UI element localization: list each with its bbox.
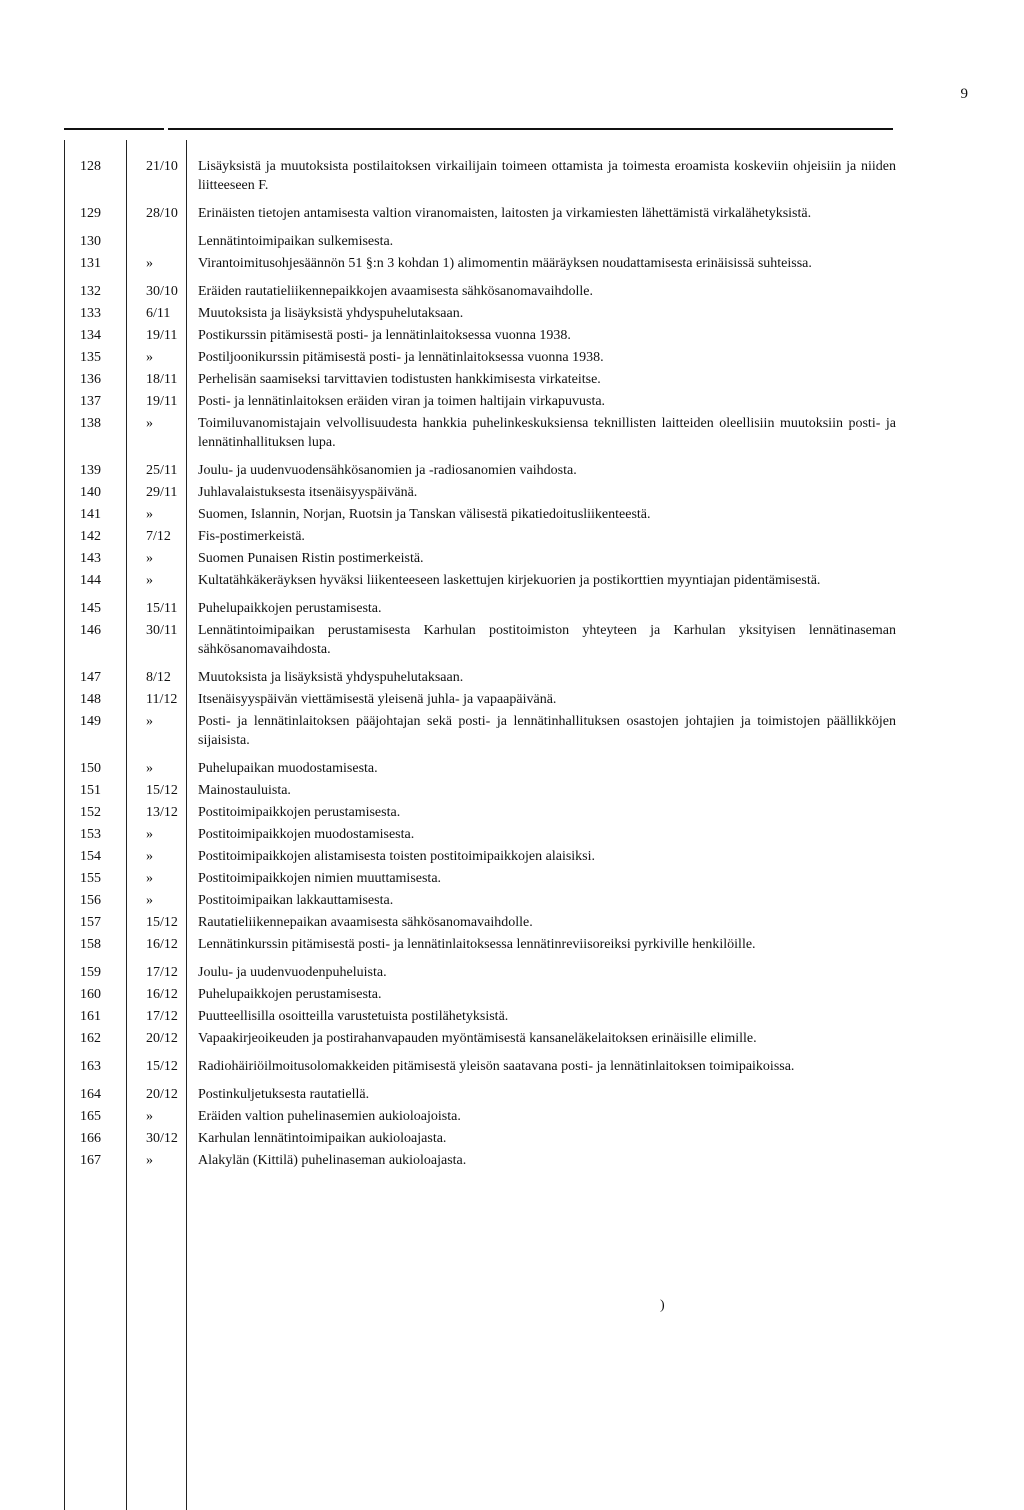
table-row: [56, 527, 896, 546]
entry-date: 15/11: [146, 601, 178, 616]
entry-title: Virantoimitusohjesäännön 51 §:n 3 kohdan 1) alimomentin määräyksen noudattamisesta erinäisissä suhteissa.: [198, 256, 812, 271]
table-row: [56, 1107, 896, 1126]
entry-title: Lisäyksistä ja muutoksista postilaitoksen virkailijain toimeen ottamista ja toimesta eroamista koskeviin ohjeisiin ja niiden liitteeseen F.: [198, 159, 896, 193]
entry-date: 19/11: [146, 394, 178, 409]
entry-title: Suomen Punaisen Ristin postimerkeistä.: [198, 551, 424, 566]
entry-title: Postitoimipaikan lakkauttamisesta.: [198, 893, 394, 908]
entry-number: 137: [80, 394, 101, 409]
entry-number: 152: [80, 805, 101, 820]
entry-date: »: [146, 350, 153, 365]
table-row: [56, 1085, 896, 1104]
entry-date: »: [146, 1153, 153, 1168]
entry-date: »: [146, 761, 153, 776]
entry-number: 161: [80, 1009, 101, 1024]
entry-date: 17/12: [146, 965, 178, 980]
table-row: [56, 1057, 896, 1076]
entry-title: Puhelupaikkojen perustamisesta.: [198, 601, 382, 616]
table-row: [56, 204, 896, 223]
page-number: 9: [960, 86, 968, 102]
entry-date: 18/11: [146, 372, 178, 387]
table-row: [56, 1029, 896, 1048]
entry-title: Joulu- ja uudenvuodensähkösanomien ja -radiosanomien vaihdosta.: [198, 463, 577, 478]
entry-number: 155: [80, 871, 101, 886]
table-row: [56, 326, 896, 345]
entry-title: Itsenäisyyspäivän viettämisestä yleisenä juhla- ja vapaapäivänä.: [198, 692, 557, 707]
table-row: [56, 891, 896, 910]
entry-number: 148: [80, 692, 101, 707]
entry-number: 136: [80, 372, 101, 387]
table-row: [56, 370, 896, 389]
entry-date: »: [146, 827, 153, 842]
entry-number: 130: [80, 234, 101, 249]
entry-date: 29/11: [146, 485, 178, 500]
entry-number: 164: [80, 1087, 101, 1102]
entry-title: Fis-postimerkeistä.: [198, 529, 305, 544]
entry-date: »: [146, 573, 153, 588]
entry-number: 138: [80, 416, 101, 431]
entry-date: 15/12: [146, 783, 178, 798]
entry-title: Lennätintoimipaikan perustamisesta Karhulan postitoimiston yhteyteen ja Karhulan yksityisen lennätinaseman sähkösanomavaihdosta.: [198, 623, 896, 657]
entry-date: 20/12: [146, 1087, 178, 1102]
entry-number: 159: [80, 965, 101, 980]
entry-number: 141: [80, 507, 101, 522]
entry-date: 6/11: [146, 306, 171, 321]
entry-title: Posti- ja lennätinlaitoksen pääjohtajan sekä posti- ja lennätinhallituksen osastojen johtajien ja toimistojen päällikköjen sijaisista.: [198, 714, 896, 748]
table-row: [56, 392, 896, 411]
entry-number: 160: [80, 987, 101, 1002]
table-row: [56, 913, 896, 932]
entry-date: »: [146, 893, 153, 908]
entry-title: Puhelupaikkojen perustamisesta.: [198, 987, 382, 1002]
table-row: [56, 461, 896, 480]
entry-date: 25/11: [146, 463, 178, 478]
entry-title: Erinäisten tietojen antamisesta valtion viranomaisten, laitosten ja virkamiesten lähettämistä virkalähetyksistä.: [198, 206, 812, 221]
entry-number: 132: [80, 284, 101, 299]
entry-title: Postinkuljetuksesta rautatiellä.: [198, 1087, 370, 1102]
entry-number: 151: [80, 783, 101, 798]
entry-title: Vapaakirjeoikeuden ja postirahanvapauden myöntämisestä kansaneläkelaitoksen erinäisille elimille.: [198, 1031, 757, 1046]
entry-date: 20/12: [146, 1031, 178, 1046]
entry-date: 30/12: [146, 1131, 178, 1146]
footer-mark: ): [660, 1298, 665, 1313]
entry-number: 147: [80, 670, 101, 685]
entry-date: 30/10: [146, 284, 178, 299]
entry-number: 167: [80, 1153, 101, 1168]
entry-title: Muutoksista ja lisäyksistä yhdyspuhelutaksaan.: [198, 306, 464, 321]
header-rule-right: [168, 128, 893, 130]
entry-number: 144: [80, 573, 101, 588]
entry-title: Suomen, Islannin, Norjan, Ruotsin ja Tanskan välisestä pikatiedoitusliikenteestä.: [198, 507, 651, 522]
entry-title: Puhelupaikan muodostamisesta.: [198, 761, 378, 776]
entry-number: 145: [80, 601, 101, 616]
entry-title: Radiohäiriöilmoitusolomakkeiden pitämisestä yleisön saatavana posti- ja lennätinlaitoksen toimipaikoissa.: [198, 1059, 795, 1074]
entry-date: 28/10: [146, 206, 178, 221]
entry-date: »: [146, 714, 153, 729]
entry-date: »: [146, 416, 153, 431]
entry-number: 131: [80, 256, 101, 271]
table-row: [56, 712, 896, 750]
entry-number: 146: [80, 623, 101, 638]
entry-number: 157: [80, 915, 101, 930]
entry-number: 166: [80, 1131, 101, 1146]
entry-title: Postikurssin pitämisestä posti- ja lennätinlaitoksessa vuonna 1938.: [198, 328, 571, 343]
entry-number: 150: [80, 761, 101, 776]
table-row: [56, 847, 896, 866]
entry-title: Eräiden rautatieliikennepaikkojen avaamisesta sähkösanomavaihdolle.: [198, 284, 593, 299]
entry-number: 139: [80, 463, 101, 478]
entry-date: »: [146, 871, 153, 886]
table-row: [56, 759, 896, 778]
entry-date: 7/12: [146, 529, 171, 544]
entry-title: Postiljoonikurssin pitämisestä posti- ja lennätinlaitoksessa vuonna 1938.: [198, 350, 604, 365]
entry-title: Lennätintoimipaikan sulkemisesta.: [198, 234, 394, 249]
table-row: [56, 621, 896, 659]
table-row: [56, 690, 896, 709]
entry-number: 135: [80, 350, 101, 365]
table-row: [56, 549, 896, 568]
table-row: [56, 254, 896, 273]
entry-title: Puutteellisilla osoitteilla varustetuista postilähetyksistä.: [198, 1009, 509, 1024]
table-row: [56, 1129, 896, 1148]
table-row: [56, 483, 896, 502]
entry-number: 129: [80, 206, 101, 221]
table-row: [56, 869, 896, 888]
entry-date: »: [146, 1109, 153, 1124]
table-row: [56, 348, 896, 367]
entry-number: 134: [80, 328, 101, 343]
entry-number: 142: [80, 529, 101, 544]
header-rule-left: [64, 128, 164, 130]
entry-title: Joulu- ja uudenvuodenpuheluista.: [198, 965, 387, 980]
entry-date: 16/12: [146, 987, 178, 1002]
entry-title: Muutoksista ja lisäyksistä yhdyspuhelutaksaan.: [198, 670, 464, 685]
entry-title: Karhulan lennätintoimipaikan aukioloajasta.: [198, 1131, 447, 1146]
entry-date: 17/12: [146, 1009, 178, 1024]
entry-date: 21/10: [146, 159, 178, 174]
entry-number: 128: [80, 159, 101, 174]
entry-date: 19/11: [146, 328, 178, 343]
table-row: [56, 304, 896, 323]
entry-number: 149: [80, 714, 101, 729]
table-row: [56, 781, 896, 800]
entry-title: Toimiluvanomistajain velvollisuudesta hankkia puhelinkeskuksiensa teknillisten laitteiden oleellisiin muutoksiin posti- ja lennätinhallituksen lupa.: [198, 416, 896, 450]
entry-number: 162: [80, 1031, 101, 1046]
entry-date: »: [146, 256, 153, 271]
table-row: [56, 803, 896, 822]
entry-title: Kultatähkäkeräyksen hyväksi liikenteeseen laskettujen kirjekuorien ja postikorttien myyntiajan pidentämisestä.: [198, 573, 821, 588]
table-row: [56, 232, 896, 251]
table-row: [56, 571, 896, 590]
table-row: [56, 414, 896, 452]
entry-date: 30/11: [146, 623, 178, 638]
entry-date: 15/12: [146, 1059, 178, 1074]
entry-title: Perhelisän saamiseksi tarvittavien todistusten hankkimisesta virkateitse.: [198, 372, 601, 387]
entry-number: 133: [80, 306, 101, 321]
entry-title: Postitoimipaikkojen muodostamisesta.: [198, 827, 415, 842]
entry-title: Posti- ja lennätinlaitoksen eräiden viran ja toimen haltijain virkapuvusta.: [198, 394, 606, 409]
entry-title: Postitoimipaikkojen perustamisesta.: [198, 805, 401, 820]
table-row: [56, 157, 896, 195]
entry-title: Alakylän (Kittilä) puhelinaseman aukioloajasta.: [198, 1153, 467, 1168]
entry-date: 11/12: [146, 692, 178, 707]
entry-date: [128, 232, 198, 251]
table-row: [56, 963, 896, 982]
table-row: [56, 668, 896, 687]
entry-number: 143: [80, 551, 101, 566]
table-row: [56, 985, 896, 1004]
decisions-table: [56, 157, 896, 1173]
entry-title: Mainostauluista.: [198, 783, 291, 798]
entry-date: 13/12: [146, 805, 178, 820]
entry-date: 8/12: [146, 670, 171, 685]
entry-date: 15/12: [146, 915, 178, 930]
entry-title: Eräiden valtion puhelinasemien aukioloajoista.: [198, 1109, 461, 1124]
entry-title: Rautatieliikennepaikan avaamisesta sähkösanomavaihdolle.: [198, 915, 533, 930]
table-row: [56, 599, 896, 618]
entry-number: 163: [80, 1059, 101, 1074]
entry-number: 153: [80, 827, 101, 842]
entry-number: 165: [80, 1109, 101, 1124]
entry-title: Postitoimipaikkojen alistamisesta toisten postitoimipaikkojen alaisiksi.: [198, 849, 596, 864]
entry-number: 158: [80, 937, 101, 952]
entry-date: »: [146, 849, 153, 864]
table-row: [56, 282, 896, 301]
entry-number: 156: [80, 893, 101, 908]
entry-number: 140: [80, 485, 101, 500]
entry-date: »: [146, 507, 153, 522]
table-row: [56, 935, 896, 954]
table-row: [56, 1007, 896, 1026]
entry-title: Postitoimipaikkojen nimien muuttamisesta.: [198, 871, 442, 886]
entry-number: 154: [80, 849, 101, 864]
table-row: [56, 825, 896, 844]
table-row: [56, 505, 896, 524]
entry-date: 16/12: [146, 937, 178, 952]
entry-title: Lennätinkurssin pitämisestä posti- ja lennätinlaitoksessa lennätinreviisoreiksi pyrkiville henkilöille.: [198, 937, 756, 952]
table-row: [56, 1151, 896, 1170]
entry-date: »: [146, 551, 153, 566]
entry-title: Juhlavalaistuksesta itsenäisyyspäivänä.: [198, 485, 418, 500]
